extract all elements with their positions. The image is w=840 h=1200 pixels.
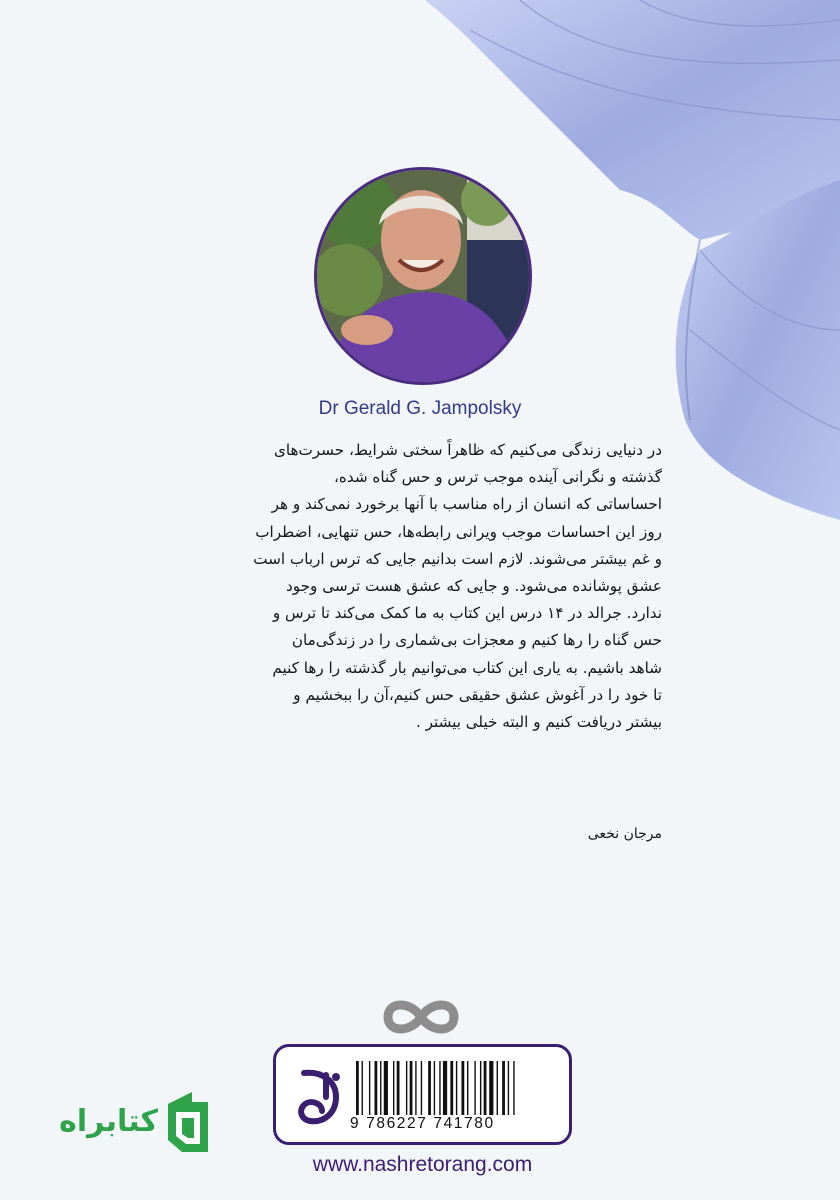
barcode-bar bbox=[421, 1061, 422, 1115]
barcode-bar bbox=[369, 1061, 370, 1115]
isbn-barcode-panel bbox=[273, 1044, 572, 1145]
blurb-line: روز این احساسات موجب ویرانی رابطه‌ها، حس تنهایی، اضطراب bbox=[255, 522, 662, 541]
store-name: کتابراه bbox=[59, 1104, 158, 1139]
blurb-line: و غم بیشتر می‌شوند. لازم است بدانیم جایی که ترس ارباب است bbox=[253, 549, 662, 568]
barcode-bar bbox=[502, 1061, 505, 1115]
book-blurb bbox=[180, 437, 662, 736]
isbn-number: 9 786227 741780 bbox=[350, 1115, 495, 1132]
barcode-bar bbox=[380, 1061, 381, 1115]
barcode-bar bbox=[439, 1061, 440, 1115]
infinity-icon bbox=[378, 995, 464, 1039]
publisher-website[interactable]: www.nashretorang.com bbox=[312, 1153, 533, 1176]
ketabrah-book-icon bbox=[162, 1092, 214, 1156]
blurb-line: شاهد باشیم. به یاری این کتاب می‌توانیم بار گذشته را رها کنیم bbox=[272, 658, 662, 677]
barcode-bar bbox=[443, 1061, 447, 1115]
publisher-logo-icon bbox=[292, 1067, 346, 1127]
isbn-barcode bbox=[354, 1061, 564, 1115]
blurb-line: حس گناه را رها کنیم و معجزات بی‌شماری را در زندگی‌مان bbox=[291, 631, 662, 650]
barcode-bar bbox=[508, 1061, 509, 1115]
blurb-line: تا خود را در آغوش عشق حقیقی حس کنیم،آن را ببخشیم و bbox=[293, 685, 662, 704]
barcode-bar bbox=[397, 1061, 400, 1115]
blurb-line: در دنیایی زندگی می‌کنیم که ظاهراً سختی شرایط، حسرت‌های bbox=[273, 441, 662, 459]
barcode-bar bbox=[415, 1061, 416, 1115]
barcode-bar bbox=[467, 1061, 468, 1115]
barcode-bar bbox=[410, 1061, 413, 1115]
translator-name: مرجان نخعی bbox=[587, 826, 662, 842]
barcode-bar bbox=[450, 1061, 453, 1115]
blurb-line: ندارد. جرالد در ۱۴ درس این کتاب به ما کمک می‌کند تا ترس و bbox=[272, 604, 662, 623]
author-name: Dr Gerald G. Jampolsky bbox=[318, 398, 522, 419]
author-photo bbox=[317, 170, 529, 382]
barcode-bar bbox=[513, 1061, 514, 1115]
barcode-bar bbox=[474, 1061, 475, 1115]
barcode-bar bbox=[434, 1061, 435, 1115]
barcode-bar bbox=[406, 1061, 407, 1115]
barcode-bar bbox=[393, 1061, 394, 1115]
barcode-bar bbox=[356, 1061, 359, 1115]
barcode-bar bbox=[461, 1061, 464, 1115]
barcode-bar bbox=[484, 1061, 487, 1115]
barcode-bar bbox=[428, 1061, 431, 1115]
blurb-line: احساساتی که انسان از راه مناسب با آنها برخورد نمی‌کند و هر bbox=[271, 495, 662, 514]
barcode-bar bbox=[362, 1061, 363, 1115]
barcode-bar bbox=[384, 1061, 388, 1115]
barcode-bar bbox=[375, 1061, 378, 1115]
author-portrait bbox=[314, 167, 532, 385]
barcode-bar bbox=[480, 1061, 481, 1115]
blurb-line: بیشتر دریافت کنیم و البته خیلی بیشتر . bbox=[415, 713, 662, 732]
barcode-bar bbox=[456, 1061, 457, 1115]
ketabrah-logo bbox=[40, 1092, 212, 1160]
barcode-bar bbox=[489, 1061, 493, 1115]
blurb-line: عشق پوشانده می‌شود. و جایی که عشق هست ترسی وجود bbox=[286, 577, 662, 596]
barcode-bar bbox=[497, 1061, 498, 1115]
blurb-line: گذشته و نگرانی آینده موجب ترس و حس گناه شده، bbox=[334, 468, 662, 487]
